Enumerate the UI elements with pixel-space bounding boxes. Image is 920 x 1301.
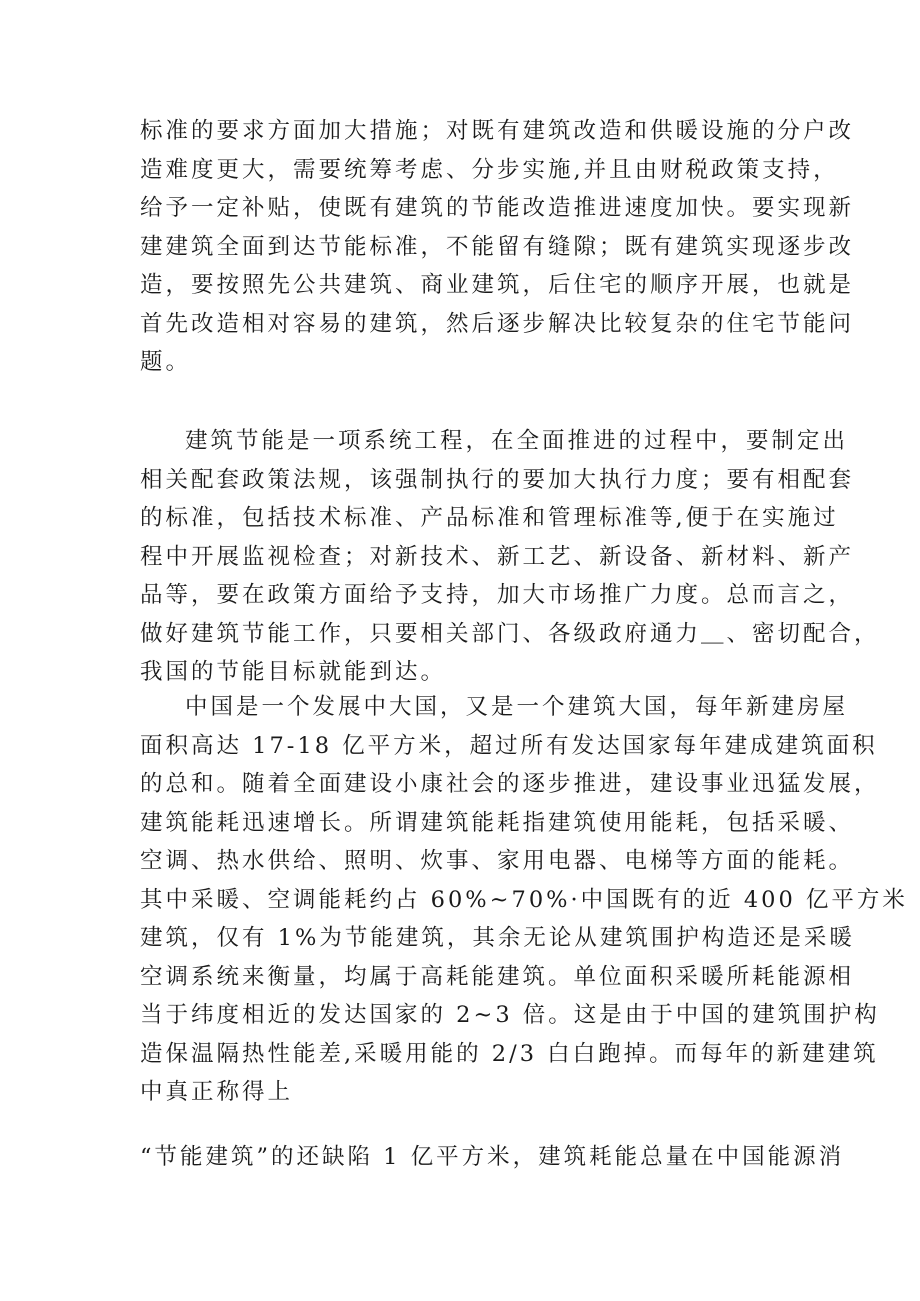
text-line: 建建筑全面到达节能标准，不能留有缝隙；既有建筑实现逐步改 bbox=[140, 233, 855, 260]
text-line: 的总和。随着全面建设小康社会的逐步推进，建设事业迅猛发展， bbox=[140, 771, 880, 797]
text-line: 空调系统来衡量，均属于高耗能建筑。单位面积采暖所耗能源相 bbox=[140, 963, 855, 990]
text-line: 给予一定补贴，使既有建筑的节能改造推进速度加快。要实现新 bbox=[140, 195, 855, 221]
text-line: 首先改造相对容易的建筑，然后逐步解决比较复杂的住宅节能问 bbox=[140, 310, 855, 337]
text-line: 品等，要在政策方面给予支持，加大市场推广力度。总而言之， bbox=[140, 582, 855, 608]
text-line: 的标准，包括技术标准、产品标准和管理标准等,便于在实施过 bbox=[140, 505, 839, 531]
text-line: 造，要按照先公共建筑、商业建筑，后住宅的顺序开展，也就是 bbox=[140, 272, 855, 298]
text-line: 题。 bbox=[140, 349, 192, 375]
paragraph bbox=[140, 688, 908, 1112]
text-line: 其中采暖、空调能耗约占 60%~70%·中国既有的近 400 亿平方米 bbox=[140, 886, 908, 913]
text-line: 中国是一个发展中大国，又是一个建筑大国，每年新建房屋 bbox=[185, 694, 849, 720]
paragraph bbox=[140, 1138, 845, 1177]
text-line: 造保温隔热性能差,采暖用能的 2/3 白白跑掉。而每年的新建建筑 bbox=[140, 1040, 879, 1067]
text-line: “节能建筑”的还缺陷 1 亿平方米，建筑耗能总量在中国能源消 bbox=[140, 1144, 845, 1170]
text-line: 面积高达 17-18 亿平方米，超过所有发达国家每年建成建筑面积 bbox=[140, 732, 878, 759]
paragraph bbox=[140, 422, 880, 692]
text-line: 空调、热水供给、照明、炊事、家用电器、电梯等方面的能耗。 bbox=[140, 848, 855, 874]
text-line: 建筑能耗迅速增长。所谓建筑能耗指建筑使用能耗，包括采暖、 bbox=[140, 809, 855, 836]
text-line: 我国的节能目标就能到达。 bbox=[140, 659, 447, 685]
text-line: 标准的要求方面加大措施；对既有建筑改造和供暖设施的分户改 bbox=[140, 118, 855, 144]
text-line: 做好建筑节能工作，只要相关部门、各级政府通力＿、密切配合， bbox=[140, 620, 880, 647]
text-line: 相关配套政策法规，该强制执行的要加大执行力度；要有相配套 bbox=[140, 466, 855, 493]
text-line: 当于纬度相近的发达国家的 2~3 倍。这是由于中国的建筑围护构 bbox=[140, 1002, 880, 1028]
text-line: 建筑节能是一项系统工程，在全面推进的过程中，要制定出 bbox=[185, 428, 849, 454]
text-line: 中真正称得上 bbox=[140, 1079, 294, 1105]
text-line: 造难度更大，需要统筹考虑、分步实施,并且由财税政策支持， bbox=[140, 156, 839, 183]
text-line: 建筑，仅有 1%为节能建筑，其余无论从建筑围护构造还是采暖 bbox=[140, 925, 855, 951]
text-line: 程中开展监视检查；对新技术、新工艺、新设备、新材料、新产 bbox=[140, 543, 855, 570]
paragraph bbox=[140, 112, 855, 382]
